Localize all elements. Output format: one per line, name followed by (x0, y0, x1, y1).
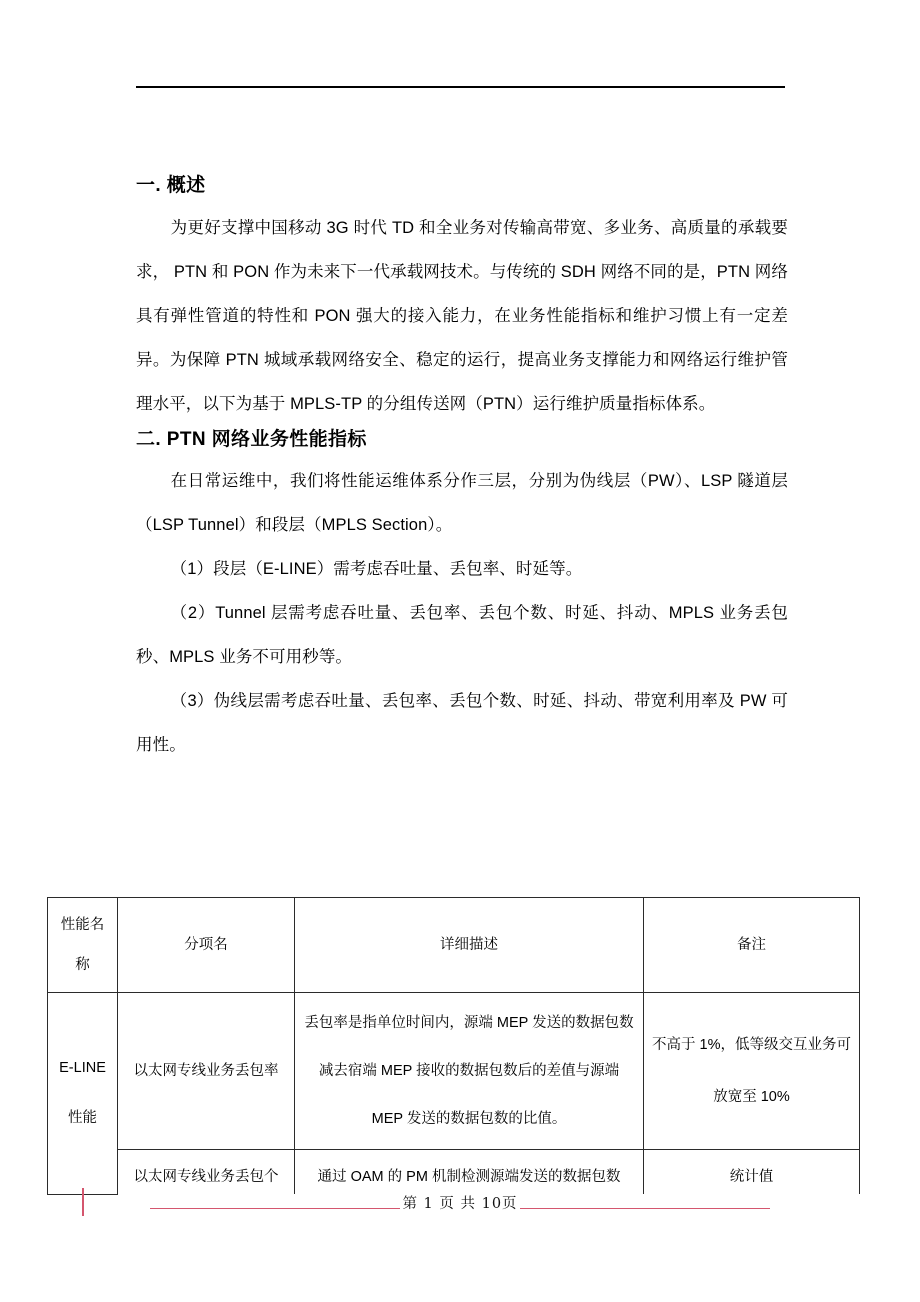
paragraph-layers: 在日常运维中，我们将性能运维体系分作三层，分别为伪线层（PW）、LSP 隧道层（LSP Tunnel）和段层（MPLS Section）。 (136, 472, 788, 535)
paragraph-item-2: （2）Tunnel 层需考虑吞吐量、丢包率、丢包个数、时延、抖动、MPLS 业务丢包秒、MPLS 业务不可用秒等。 (136, 604, 788, 667)
paragraph-overview: 为更好支撑中国移动 3G 时代 TD 和全业务对传输高带宽、多业务、高质量的承载要求， PTN 和 PON 作为未来下一代承载网技术。与传统的 SDH 网络不同的是，PTN 网络具有弹性管道的特性和 PON 强大的接入能力，在业务性能指标和维护习惯上有一定差异。为保障 PTN 城域承载网络安全、稳定的运行，提高业务支撑能力和网络运行维护管理水平，以下为基于 MPLS-TP 的分组传送网（PTN）运行维护质量指标体系。 (136, 218, 788, 413)
header-separator-rule (136, 86, 785, 88)
cell-note: 不高于 1%，低等级交互业务可放宽至 10% (644, 993, 860, 1150)
page-number-text: 第 1 页 共 10页 (402, 1196, 518, 1212)
footer-revision-mark (82, 1188, 84, 1216)
page-footer (0, 1192, 920, 1232)
footer-rule-right (520, 1208, 770, 1209)
cell-performance-name: E-LINE 性能 (48, 993, 118, 1195)
footer-content (150, 1192, 770, 1213)
document-body (136, 172, 788, 767)
table-header-row (48, 898, 860, 993)
table-row (48, 1150, 860, 1195)
cell-description: 通过 OAM 的 PM 机制检测源端发送的数据包数 (295, 1150, 644, 1195)
column-header-description: 详细描述 (295, 898, 644, 993)
performance-metrics-table (47, 897, 860, 1195)
footer-rule-left (150, 1208, 400, 1209)
paragraph-item-1: （1）段层（E-LINE）需考虑吞吐量、丢包率、时延等。 (170, 560, 583, 579)
section-heading-ptn-metrics: 二. PTN 网络业务性能指标 (136, 428, 367, 450)
cell-note: 统计值 (644, 1150, 860, 1195)
section-heading-overview: 一. 概述 (136, 175, 206, 196)
column-header-name: 性能名称 (48, 898, 118, 993)
column-header-item: 分项名 (118, 898, 295, 993)
table-row (48, 993, 860, 1150)
column-header-note: 备注 (644, 898, 860, 993)
cell-item-name: 以太网专线业务丢包率 (118, 993, 295, 1150)
paragraph-item-3: （3）伪线层需考虑吞吐量、丢包率、丢包个数、时延、抖动、带宽利用率及 PW 可用性。 (136, 692, 788, 755)
cell-item-name: 以太网专线业务丢包个 (118, 1150, 295, 1195)
cell-description: 丢包率是指单位时间内，源端 MEP 发送的数据包数减去宿端 MEP 接收的数据包数后的差值与源端 MEP 发送的数据包数的比值。 (295, 993, 644, 1150)
